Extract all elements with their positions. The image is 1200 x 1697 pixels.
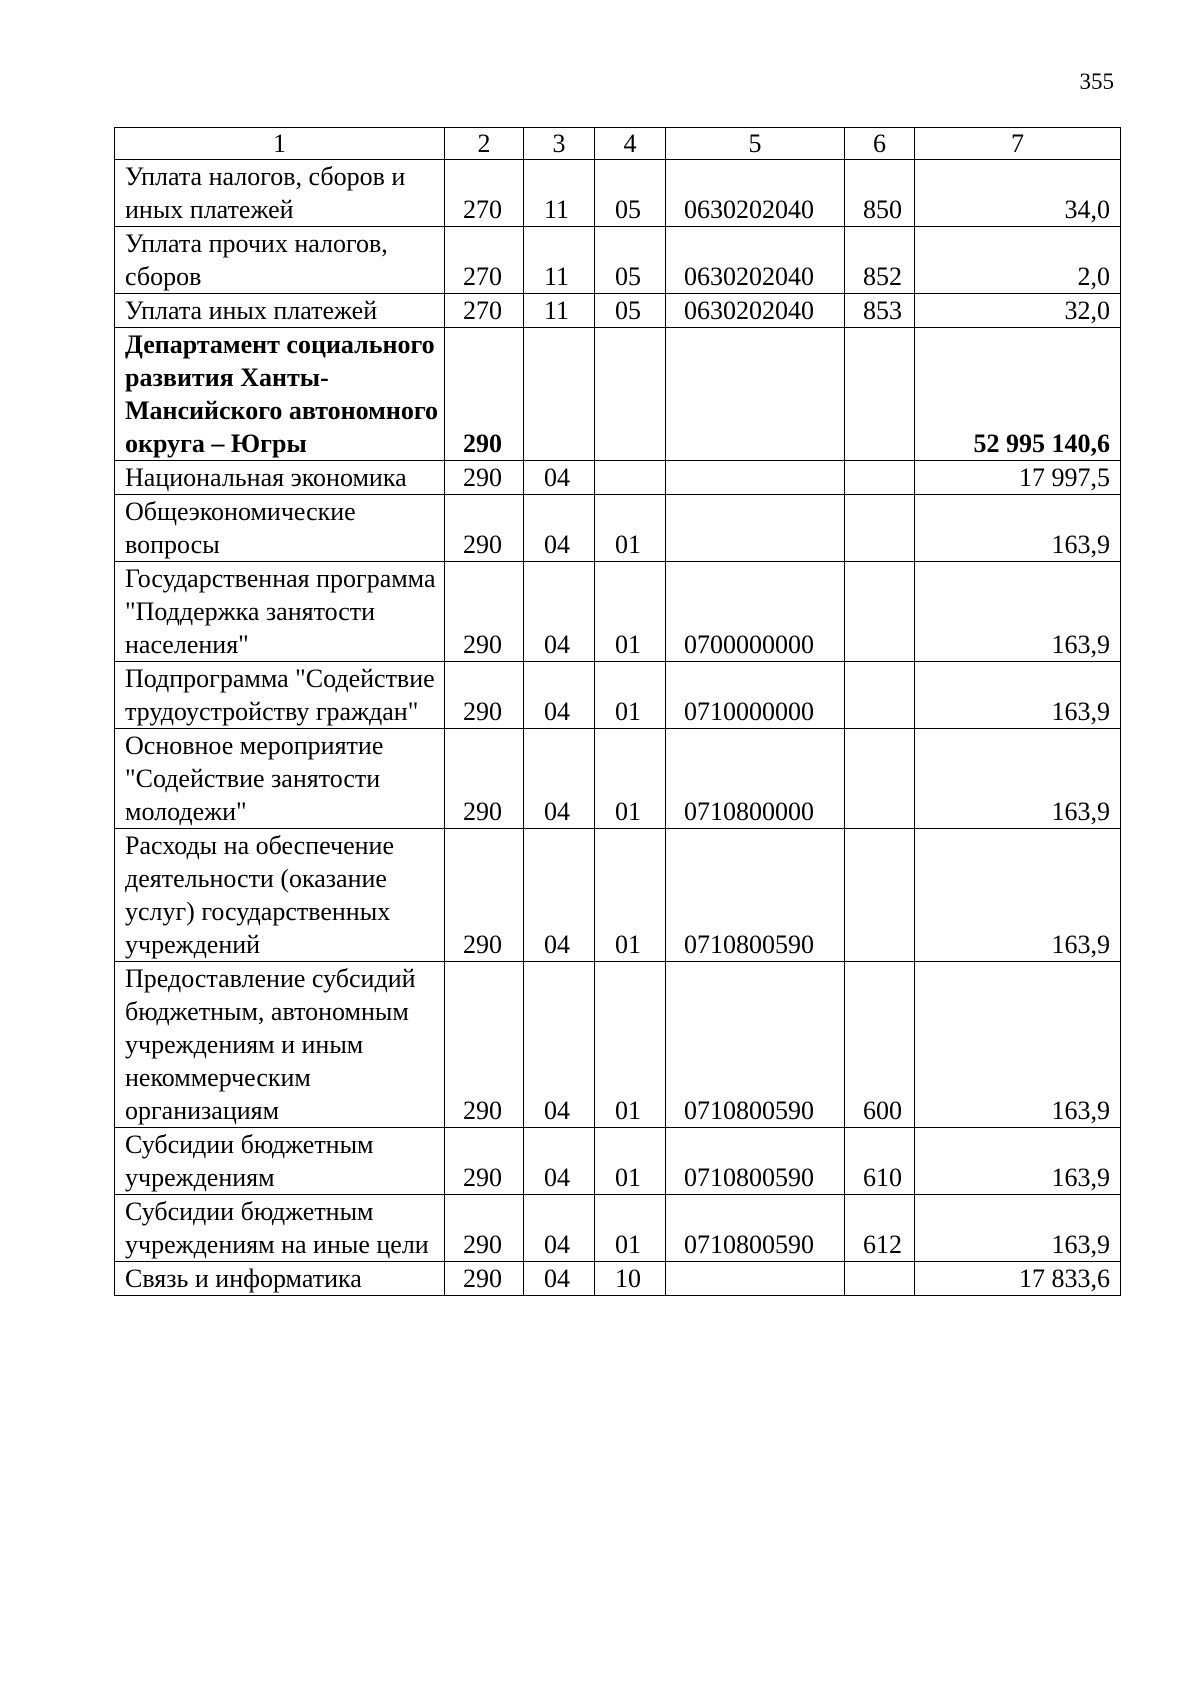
row-name-cell: Основное мероприятие "Содействие занятости молодежи" <box>115 729 445 829</box>
row-chapter-cell: 290 <box>445 495 524 562</box>
row-section-cell: 11 <box>524 160 595 227</box>
header-col-5: 5 <box>666 128 845 160</box>
row-subsection-cell: 10 <box>595 1262 666 1296</box>
row-name-cell: Государственная программа "Поддержка занятости населения" <box>115 562 445 662</box>
row-subsection-cell: 05 <box>595 294 666 328</box>
row-name-cell: Субсидии бюджетным учреждениям <box>115 1128 445 1195</box>
row-chapter-cell: 290 <box>445 962 524 1128</box>
row-target-item-cell: 0710800590 <box>666 962 845 1128</box>
row-expense-type-cell <box>845 328 915 461</box>
row-expense-type-cell <box>845 1262 915 1296</box>
row-name-cell: Уплата прочих налогов, сборов <box>115 227 445 294</box>
header-col-6: 6 <box>845 128 915 160</box>
row-subsection-cell: 01 <box>595 1195 666 1262</box>
row-name-cell: Уплата налогов, сборов и иных платежей <box>115 160 445 227</box>
row-target-item-cell: 0630202040 <box>666 160 845 227</box>
row-subsection-cell <box>595 328 666 461</box>
page-number: 355 <box>1079 69 1114 94</box>
row-subsection-cell: 05 <box>595 227 666 294</box>
row-subsection-cell: 01 <box>595 495 666 562</box>
header-row <box>115 128 1121 160</box>
row-subsection-cell: 01 <box>595 829 666 962</box>
row-target-item-cell: 0710800590 <box>666 829 845 962</box>
row-amount-cell: 163,9 <box>915 662 1121 729</box>
row-chapter-cell: 290 <box>445 1262 524 1296</box>
row-amount-cell: 163,9 <box>915 495 1121 562</box>
row-section-cell: 04 <box>524 1262 595 1296</box>
table-row <box>115 662 1121 729</box>
row-chapter-cell: 290 <box>445 461 524 495</box>
row-amount-cell: 17 833,6 <box>915 1262 1121 1296</box>
row-expense-type-cell <box>845 562 915 662</box>
row-section-cell: 04 <box>524 962 595 1128</box>
row-amount-cell: 17 997,5 <box>915 461 1121 495</box>
table-row <box>115 160 1121 227</box>
header-col-2: 2 <box>445 128 524 160</box>
row-expense-type-cell <box>845 829 915 962</box>
row-chapter-cell: 290 <box>445 1128 524 1195</box>
table-row <box>115 1262 1121 1296</box>
table-row <box>115 294 1121 328</box>
row-amount-cell: 163,9 <box>915 562 1121 662</box>
table-row <box>115 829 1121 962</box>
table-body <box>115 160 1121 1296</box>
row-name-cell: Субсидии бюджетным учреждениям на иные цели <box>115 1195 445 1262</box>
row-section-cell: 04 <box>524 1195 595 1262</box>
row-target-item-cell <box>666 328 845 461</box>
row-name-cell: Подпрограмма "Содействие трудоустройству граждан" <box>115 662 445 729</box>
row-expense-type-cell <box>845 662 915 729</box>
row-target-item-cell <box>666 495 845 562</box>
row-expense-type-cell: 600 <box>845 962 915 1128</box>
table-row <box>115 1195 1121 1262</box>
row-target-item-cell <box>666 461 845 495</box>
table-row <box>115 729 1121 829</box>
header-col-7: 7 <box>915 128 1121 160</box>
row-target-item-cell: 0710800000 <box>666 729 845 829</box>
row-name-cell: Общеэкономические вопросы <box>115 495 445 562</box>
budget-table <box>114 127 1121 1296</box>
row-name-cell: Департамент социального развития Ханты-Мансийского автономного округа – Югры <box>115 328 445 461</box>
row-name-cell: Расходы на обеспечение деятельности (оказание услуг) государственных учреждений <box>115 829 445 962</box>
row-expense-type-cell: 852 <box>845 227 915 294</box>
row-target-item-cell: 0700000000 <box>666 562 845 662</box>
row-chapter-cell: 270 <box>445 227 524 294</box>
row-amount-cell: 163,9 <box>915 1195 1121 1262</box>
row-expense-type-cell <box>845 729 915 829</box>
row-amount-cell: 163,9 <box>915 829 1121 962</box>
row-section-cell: 11 <box>524 294 595 328</box>
row-chapter-cell: 290 <box>445 829 524 962</box>
table-row <box>115 328 1121 461</box>
row-chapter-cell: 290 <box>445 662 524 729</box>
row-target-item-cell: 0630202040 <box>666 294 845 328</box>
row-chapter-cell: 270 <box>445 294 524 328</box>
table-row <box>115 962 1121 1128</box>
row-subsection-cell <box>595 461 666 495</box>
row-target-item-cell: 0710800590 <box>666 1128 845 1195</box>
row-expense-type-cell: 850 <box>845 160 915 227</box>
row-subsection-cell: 01 <box>595 729 666 829</box>
row-target-item-cell <box>666 1262 845 1296</box>
row-subsection-cell: 01 <box>595 562 666 662</box>
row-target-item-cell: 0630202040 <box>666 227 845 294</box>
row-expense-type-cell <box>845 495 915 562</box>
row-amount-cell: 52 995 140,6 <box>915 328 1121 461</box>
table-row <box>115 495 1121 562</box>
row-amount-cell: 163,9 <box>915 1128 1121 1195</box>
row-name-cell: Связь и информатика <box>115 1262 445 1296</box>
header-col-1: 1 <box>115 128 445 160</box>
row-target-item-cell: 0710800590 <box>666 1195 845 1262</box>
row-subsection-cell: 01 <box>595 1128 666 1195</box>
row-amount-cell: 34,0 <box>915 160 1121 227</box>
row-expense-type-cell: 610 <box>845 1128 915 1195</box>
row-subsection-cell: 05 <box>595 160 666 227</box>
row-section-cell: 04 <box>524 495 595 562</box>
row-section-cell: 04 <box>524 829 595 962</box>
row-name-cell: Национальная экономика <box>115 461 445 495</box>
row-section-cell: 04 <box>524 1128 595 1195</box>
row-amount-cell: 2,0 <box>915 227 1121 294</box>
row-chapter-cell: 290 <box>445 1195 524 1262</box>
row-expense-type-cell: 853 <box>845 294 915 328</box>
row-section-cell: 04 <box>524 662 595 729</box>
header-col-3: 3 <box>524 128 595 160</box>
row-target-item-cell: 0710000000 <box>666 662 845 729</box>
table-row <box>115 227 1121 294</box>
row-amount-cell: 163,9 <box>915 962 1121 1128</box>
table-row <box>115 562 1121 662</box>
row-section-cell: 04 <box>524 729 595 829</box>
row-subsection-cell: 01 <box>595 962 666 1128</box>
row-section-cell <box>524 328 595 461</box>
row-expense-type-cell: 612 <box>845 1195 915 1262</box>
row-expense-type-cell <box>845 461 915 495</box>
row-name-cell: Предоставление субсидий бюджетным, автономным учреждениям и иным некоммерческим организациям <box>115 962 445 1128</box>
row-subsection-cell: 01 <box>595 662 666 729</box>
row-section-cell: 04 <box>524 461 595 495</box>
row-amount-cell: 163,9 <box>915 729 1121 829</box>
row-chapter-cell: 290 <box>445 328 524 461</box>
row-name-cell: Уплата иных платежей <box>115 294 445 328</box>
table-row <box>115 1128 1121 1195</box>
header-col-4: 4 <box>595 128 666 160</box>
row-chapter-cell: 290 <box>445 729 524 829</box>
row-chapter-cell: 290 <box>445 562 524 662</box>
table-row <box>115 461 1121 495</box>
row-section-cell: 11 <box>524 227 595 294</box>
row-amount-cell: 32,0 <box>915 294 1121 328</box>
row-section-cell: 04 <box>524 562 595 662</box>
row-chapter-cell: 270 <box>445 160 524 227</box>
